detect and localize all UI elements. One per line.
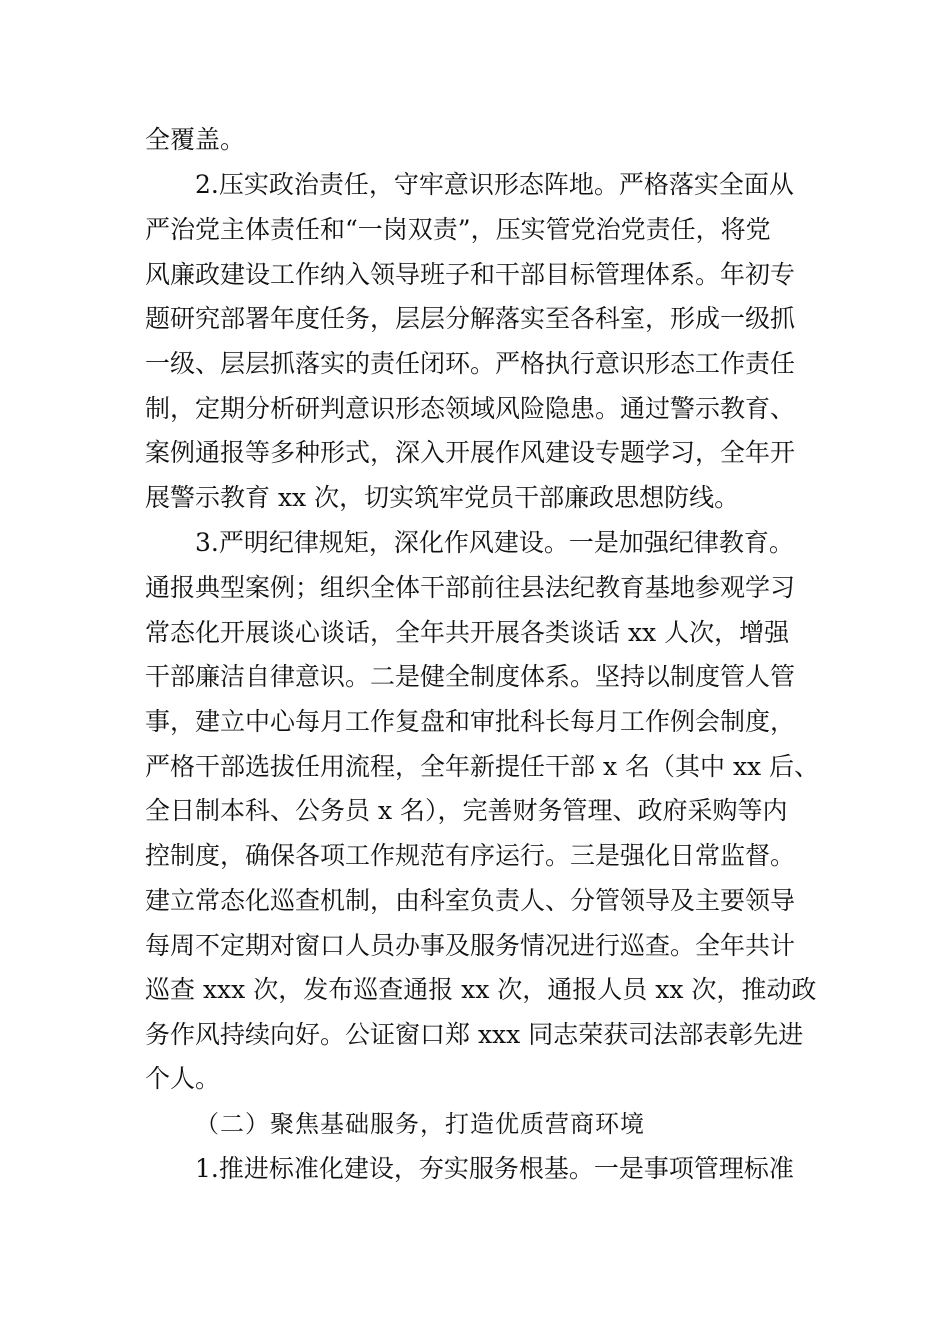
- text-line: 巡查 xxx 次，发布巡查通报 xx 次，通报人员 xx 次，推动政: [145, 975, 817, 1004]
- text-line: 风廉政建设工作纳入领导班子和干部目标管理体系。年初专: [145, 260, 796, 289]
- text-line: 每周不定期对窗口人员办事及服务情况进行巡查。全年共计: [145, 931, 796, 960]
- text-line: 严治党主体责任和“一岗双责”，压实管党治党责任，将党: [145, 215, 771, 244]
- text-line: 个人。: [145, 1064, 221, 1093]
- text-line: 制，定期分析研判意识形态领域风险隐患。通过警示教育、: [145, 394, 796, 423]
- text-line: 展警示教育 xx 次，切实筑牢党员干部廉政思想防线。: [145, 483, 740, 512]
- text-line: 严格干部选拔任用流程，全年新提任干部 x 名（其中 xx 后、: [145, 752, 820, 781]
- text-line: 通报典型案例；组织全体干部前往县法纪教育基地参观学习: [145, 573, 796, 602]
- text-line: 案例通报等多种形式，深入开展作风建设专题学习，全年开: [145, 438, 796, 467]
- text-line: 事，建立中心每月工作复盘和审批科长每月工作例会制度，: [145, 707, 796, 736]
- text-line: 2.压实政治责任，守牢意识形态阵地。严格落实全面从: [195, 170, 794, 199]
- text-line: 全覆盖。: [145, 125, 246, 154]
- text-line: 全日制本科、公务员 x 名），完善财务管理、政府采购等内: [145, 796, 788, 825]
- text-line: 常态化开展谈心谈话，全年共开展各类谈话 xx 人次，增强: [145, 618, 790, 647]
- text-line: 1.推进标准化建设，夯实服务根基。一是事项管理标准: [195, 1154, 794, 1183]
- section-heading: （二）聚焦基础服务，打造优质营商环境: [195, 1110, 645, 1138]
- text-line: 控制度，确保各项工作规范有序运行。三是强化日常监督。: [145, 841, 796, 870]
- text-line: 务作风持续向好。公证窗口郑 xxx 同志荣获司法部表彰先进: [145, 1020, 804, 1049]
- text-line: 建立常态化巡查机制，由科室负责人、分管领导及主要领导: [145, 886, 796, 915]
- text-line: 题研究部署年度任务，层层分解落实至各科室，形成一级抓: [145, 304, 796, 333]
- text-line: 3.严明纪律规矩，深化作风建设。一是加强纪律教育。: [195, 528, 794, 557]
- text-line: 干部廉洁自律意识。二是健全制度体系。坚持以制度管人管: [145, 662, 796, 691]
- text-line: 一级、层层抓落实的责任闭环。严格执行意识形态工作责任: [145, 349, 796, 378]
